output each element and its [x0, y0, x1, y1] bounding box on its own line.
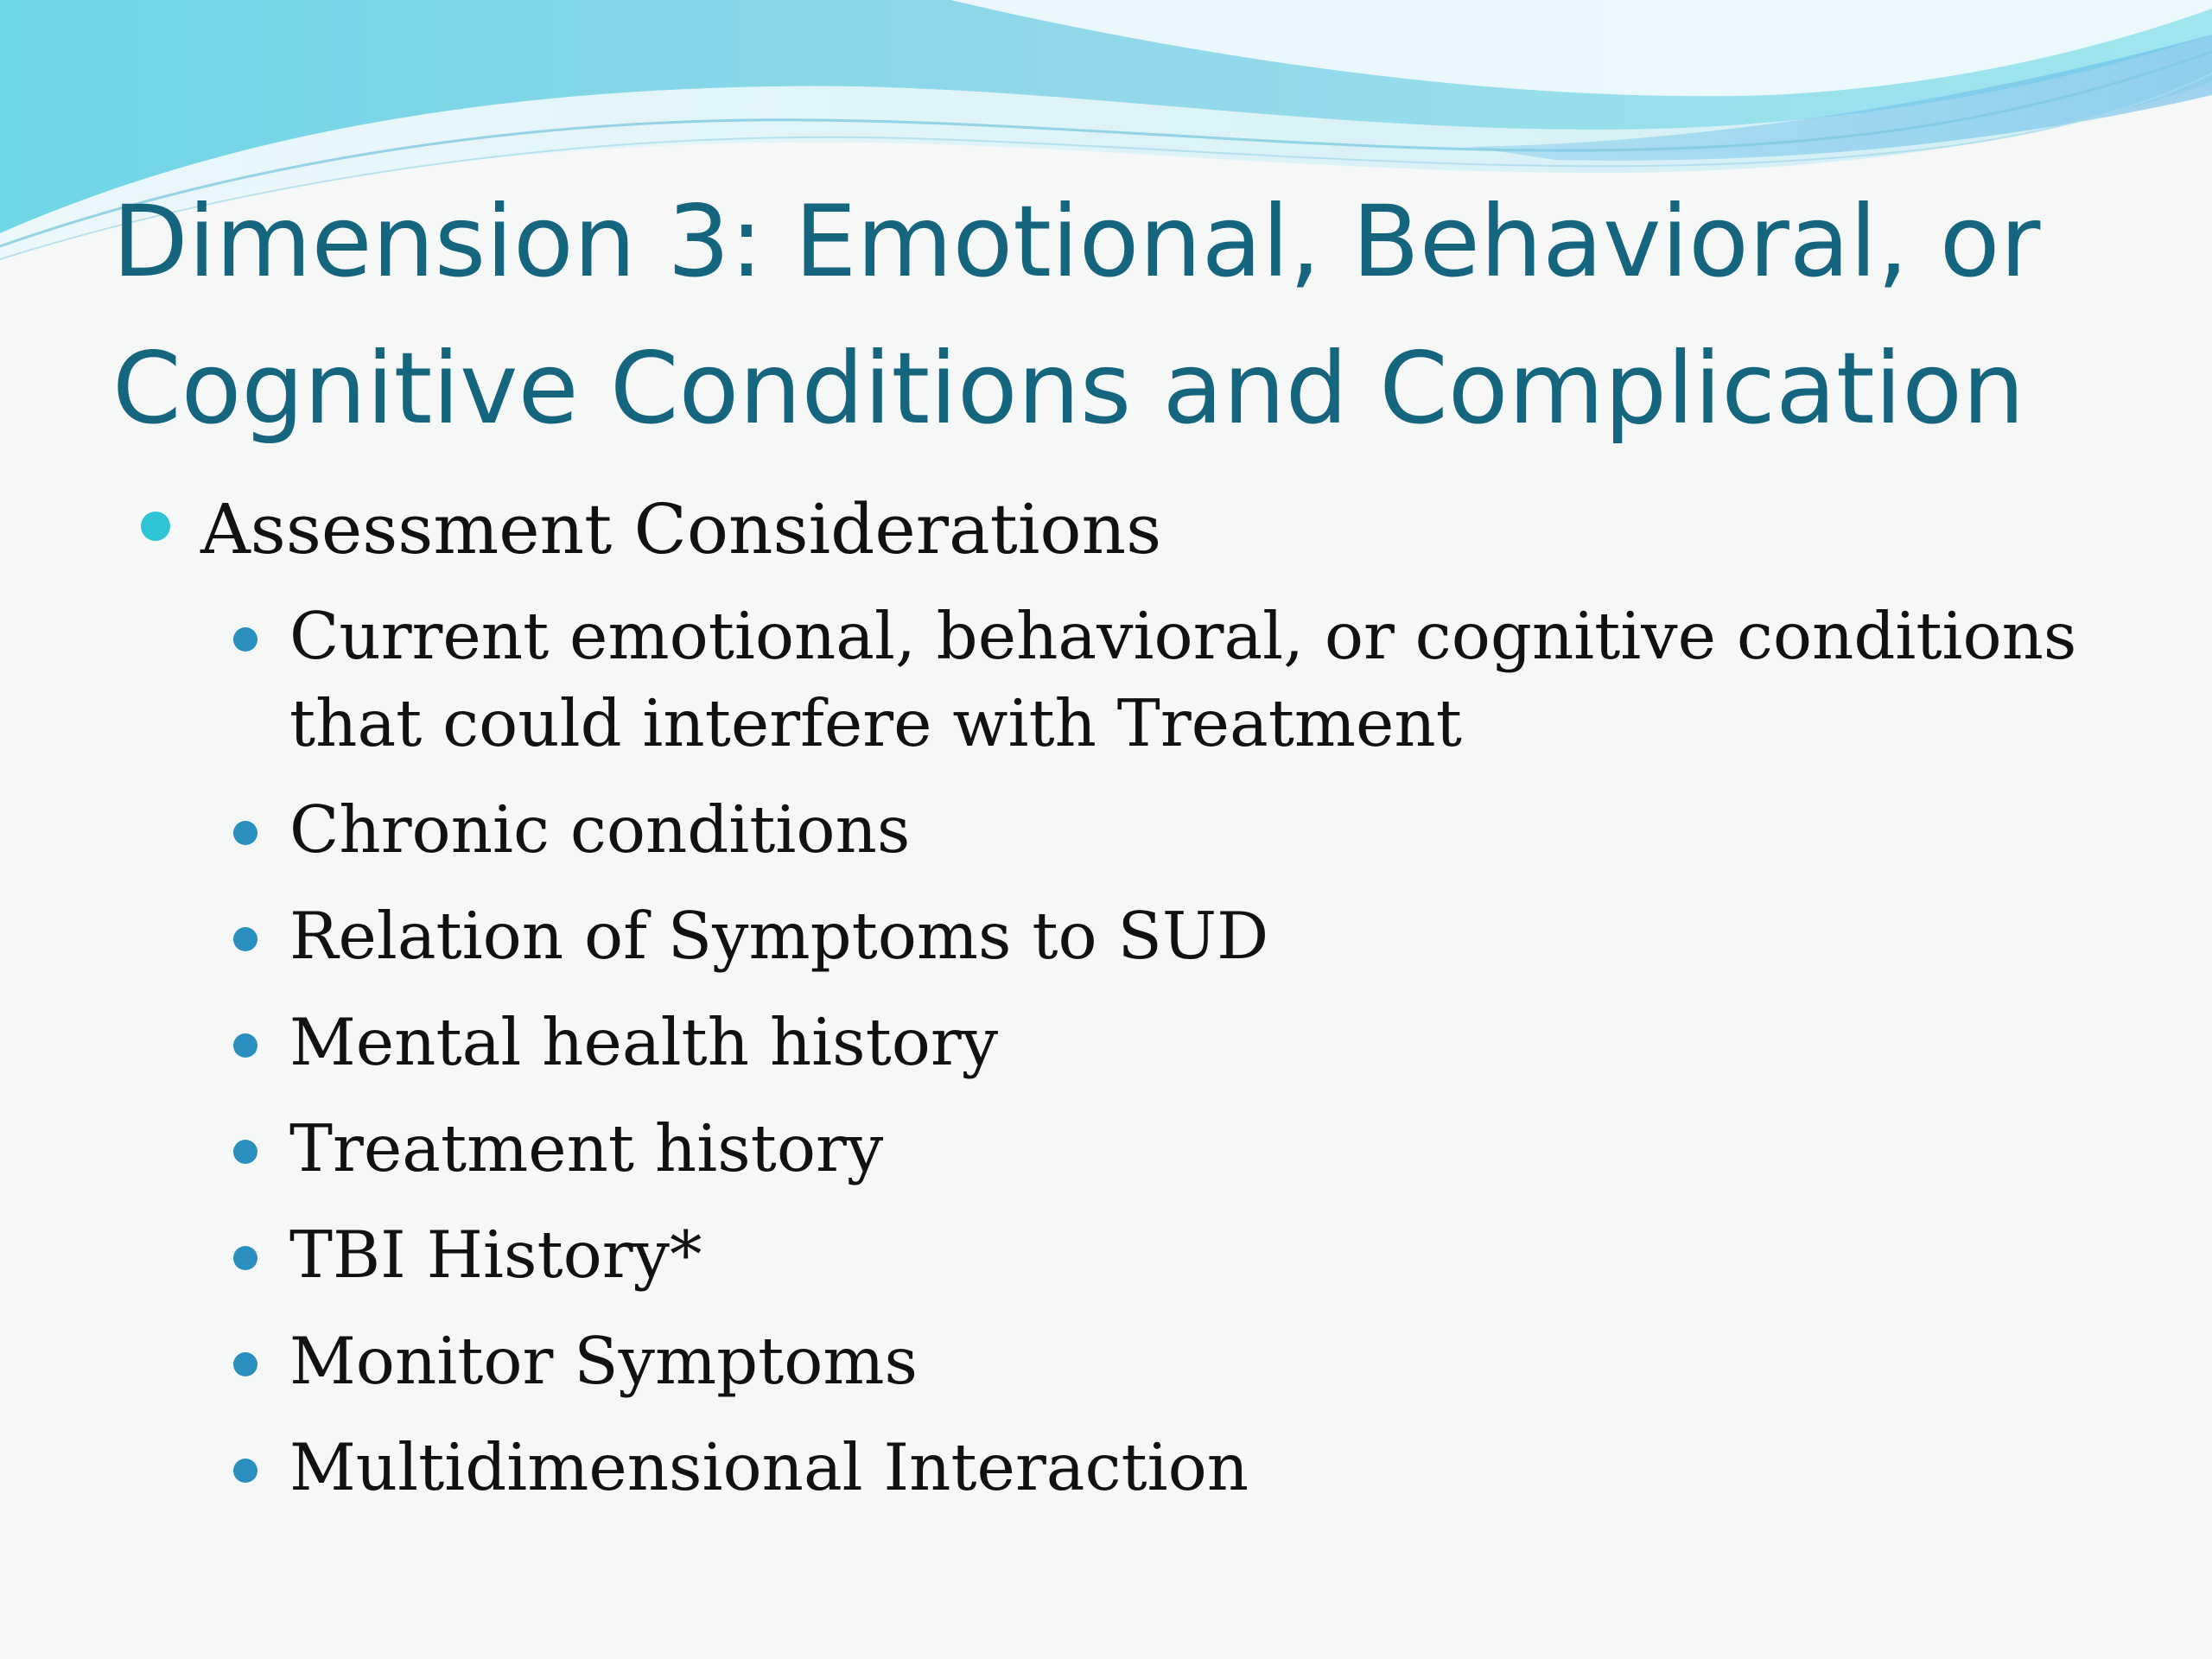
bullet-icon: [233, 821, 257, 845]
list-item: [289, 999, 2147, 1086]
slide-title: [112, 168, 2126, 462]
list-item-text: that could interfere with Treatment: [289, 685, 1462, 761]
list-item: [289, 1318, 2147, 1405]
list-item: [289, 786, 2147, 874]
bullet-icon: [233, 1140, 257, 1164]
bullet-icon: [233, 1246, 257, 1270]
list-item: [289, 893, 2147, 980]
list-item-text: Chronic conditions: [289, 791, 911, 868]
list-item-text: Treatment history: [289, 1110, 884, 1186]
list-item-text: Current emotional, behavioral, or cognitive conditions: [289, 598, 2077, 674]
bullet-icon: [233, 927, 257, 951]
list-item: [289, 1105, 2147, 1192]
list-item-text: Monitor Symptoms: [289, 1323, 918, 1399]
assessment-heading: Assessment Considerations: [200, 489, 1162, 569]
bullet-icon: [233, 1352, 257, 1376]
slide-title-line-2: Cognitive Conditions and Complication: [112, 331, 2025, 446]
list-item: [289, 1424, 2147, 1511]
list-item-text: Multidimensional Interaction: [289, 1429, 1249, 1505]
list-item: [289, 593, 2147, 767]
slide-title-line-1: Dimension 3: Emotional, Behavioral, or: [112, 184, 2041, 299]
level1-bullet-icon: [141, 512, 170, 541]
bullet-icon: [233, 1033, 257, 1058]
bullet-icon: [233, 1459, 257, 1483]
assessment-list: [289, 593, 2147, 1530]
list-item-text: Relation of Symptoms to SUD: [289, 898, 1269, 974]
list-item: [289, 1211, 2147, 1299]
list-item-text: Mental health history: [289, 1004, 999, 1080]
list-item-text: TBI History*: [289, 1217, 702, 1293]
bullet-icon: [233, 627, 257, 652]
